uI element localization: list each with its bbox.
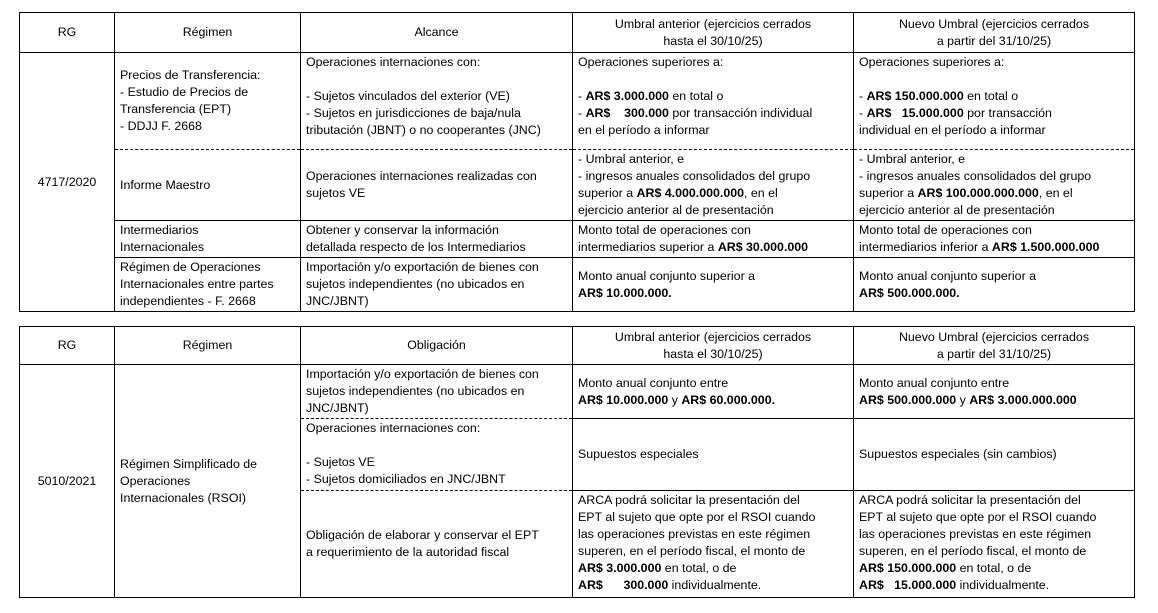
nuevo-umbral-cell: ARCA podrá solicitar la presentación del EPT al sujeto que opte por el RSOI cuando las operaciones previstas en este régimen superen, en el período fiscal, el monto de AR$ 150.000.000 en total, o de AR$ 15.000.000 individualmente.: [854, 491, 1135, 598]
regimen-cell: Régimen de Operaciones Internacionales entre partes independientes - F. 2668: [115, 258, 301, 312]
header-rg: RG: [20, 327, 115, 365]
header-umbral-anterior: Umbral anterior (ejercicios cerrados hasta el 30/10/25): [573, 13, 854, 53]
nuevo-umbral-cell: Operaciones superiores a: - AR$ 150.000.000 en total o - AR$ 15.000.000 por transacción individual en el período a informar: [854, 53, 1135, 150]
rg-cell: 4717/2020: [20, 53, 115, 312]
header-regimen: Régimen: [115, 13, 301, 53]
nuevo-umbral-cell: Monto anual conjunto superior a AR$ 500.000.000.: [854, 258, 1135, 312]
header-nuevo-umbral: Nuevo Umbral (ejercicios cerrados a partir del 31/10/25): [854, 327, 1135, 365]
thresholds-table-rg4717: [19, 12, 1135, 312]
table-row: [20, 53, 1135, 150]
table-row: [20, 221, 1135, 258]
alcance-cell: Operaciones internaciones con: - Sujetos vinculados del exterior (VE) - Sujetos en jurisdicciones de baja/nula tributación (JBNT) o no cooperantes (JNC): [301, 53, 573, 150]
table-row: [20, 258, 1135, 312]
umbral-anterior-cell: Monto total de operaciones con intermediarios superior a AR$ 30.000.000: [573, 221, 854, 258]
umbral-anterior-cell: - Umbral anterior, e - ingresos anuales consolidados del grupo superior a AR$ 4.000.000.000, en el ejercicio anterior al de presentación: [573, 150, 854, 221]
header-alcance: Alcance: [301, 13, 573, 53]
umbral-anterior-cell: Monto anual conjunto entre AR$ 10.000.000 y AR$ 60.000.000.: [573, 365, 854, 419]
nuevo-umbral-cell: Monto total de operaciones con intermediarios inferior a AR$ 1.500.000.000: [854, 221, 1135, 258]
regimen-cell: Informe Maestro: [115, 150, 301, 221]
table-row: [20, 365, 1135, 419]
umbral-anterior-cell: Supuestos especiales: [573, 419, 854, 491]
alcance-cell: Obtener y conservar la información detallada respecto de los Intermediarios: [301, 221, 573, 258]
nuevo-umbral-cell: Supuestos especiales (sin cambios): [854, 419, 1135, 491]
obligacion-cell: Importación y/o exportación de bienes con sujetos independientes (no ubicados en JNC/JBNT): [301, 365, 573, 419]
obligacion-cell: Operaciones internaciones con: - Sujetos VE - Sujetos domiciliados en JNC/JBNT: [301, 419, 573, 491]
rg-cell: 5010/2021: [20, 365, 115, 598]
nuevo-umbral-cell: Monto anual conjunto entre AR$ 500.000.000 y AR$ 3.000.000.000: [854, 365, 1135, 419]
header-regimen: Régimen: [115, 327, 301, 365]
thresholds-table-rg5010: [19, 326, 1135, 598]
header-umbral-anterior: Umbral anterior (ejercicios cerrados hasta el 30/10/25): [573, 327, 854, 365]
header-nuevo-umbral: Nuevo Umbral (ejercicios cerrados a partir del 31/10/25): [854, 13, 1135, 53]
header-rg: RG: [20, 13, 115, 53]
obligacion-cell: Obligación de elaborar y conservar el EPT a requerimiento de la autoridad fiscal: [301, 491, 573, 598]
table-header-row: [20, 13, 1135, 53]
nuevo-umbral-cell: - Umbral anterior, e - ingresos anuales consolidados del grupo superior a AR$ 100.000.000.000, en el ejercicio anterior al de presentación: [854, 150, 1135, 221]
alcance-cell: Operaciones internaciones realizadas con sujetos VE: [301, 150, 573, 221]
alcance-cell: Importación y/o exportación de bienes con sujetos independientes (no ubicados en JNC/JBNT): [301, 258, 573, 312]
regimen-cell: Régimen Simplificado de Operaciones Internacionales (RSOI): [115, 365, 301, 598]
table-header-row: [20, 327, 1135, 365]
umbral-anterior-cell: ARCA podrá solicitar la presentación del EPT al sujeto que opte por el RSOI cuando las operaciones previstas en este régimen superen, en el período fiscal, el monto de AR$ 3.000.000 en total, o de AR$ 300.000 individualmente.: [573, 491, 854, 598]
regimen-cell: Precios de Transferencia: - Estudio de Precios de Transferencia (EPT) - DDJJ F. 2668: [115, 53, 301, 150]
regimen-cell: Intermediarios Internacionales: [115, 221, 301, 258]
table-row: [20, 150, 1135, 221]
header-obligacion: Obligación: [301, 327, 573, 365]
umbral-anterior-cell: Monto anual conjunto superior a AR$ 10.000.000.: [573, 258, 854, 312]
umbral-anterior-cell: Operaciones superiores a: - AR$ 3.000.000 en total o - AR$ 300.000 por transacción individual en el período a informar: [573, 53, 854, 150]
